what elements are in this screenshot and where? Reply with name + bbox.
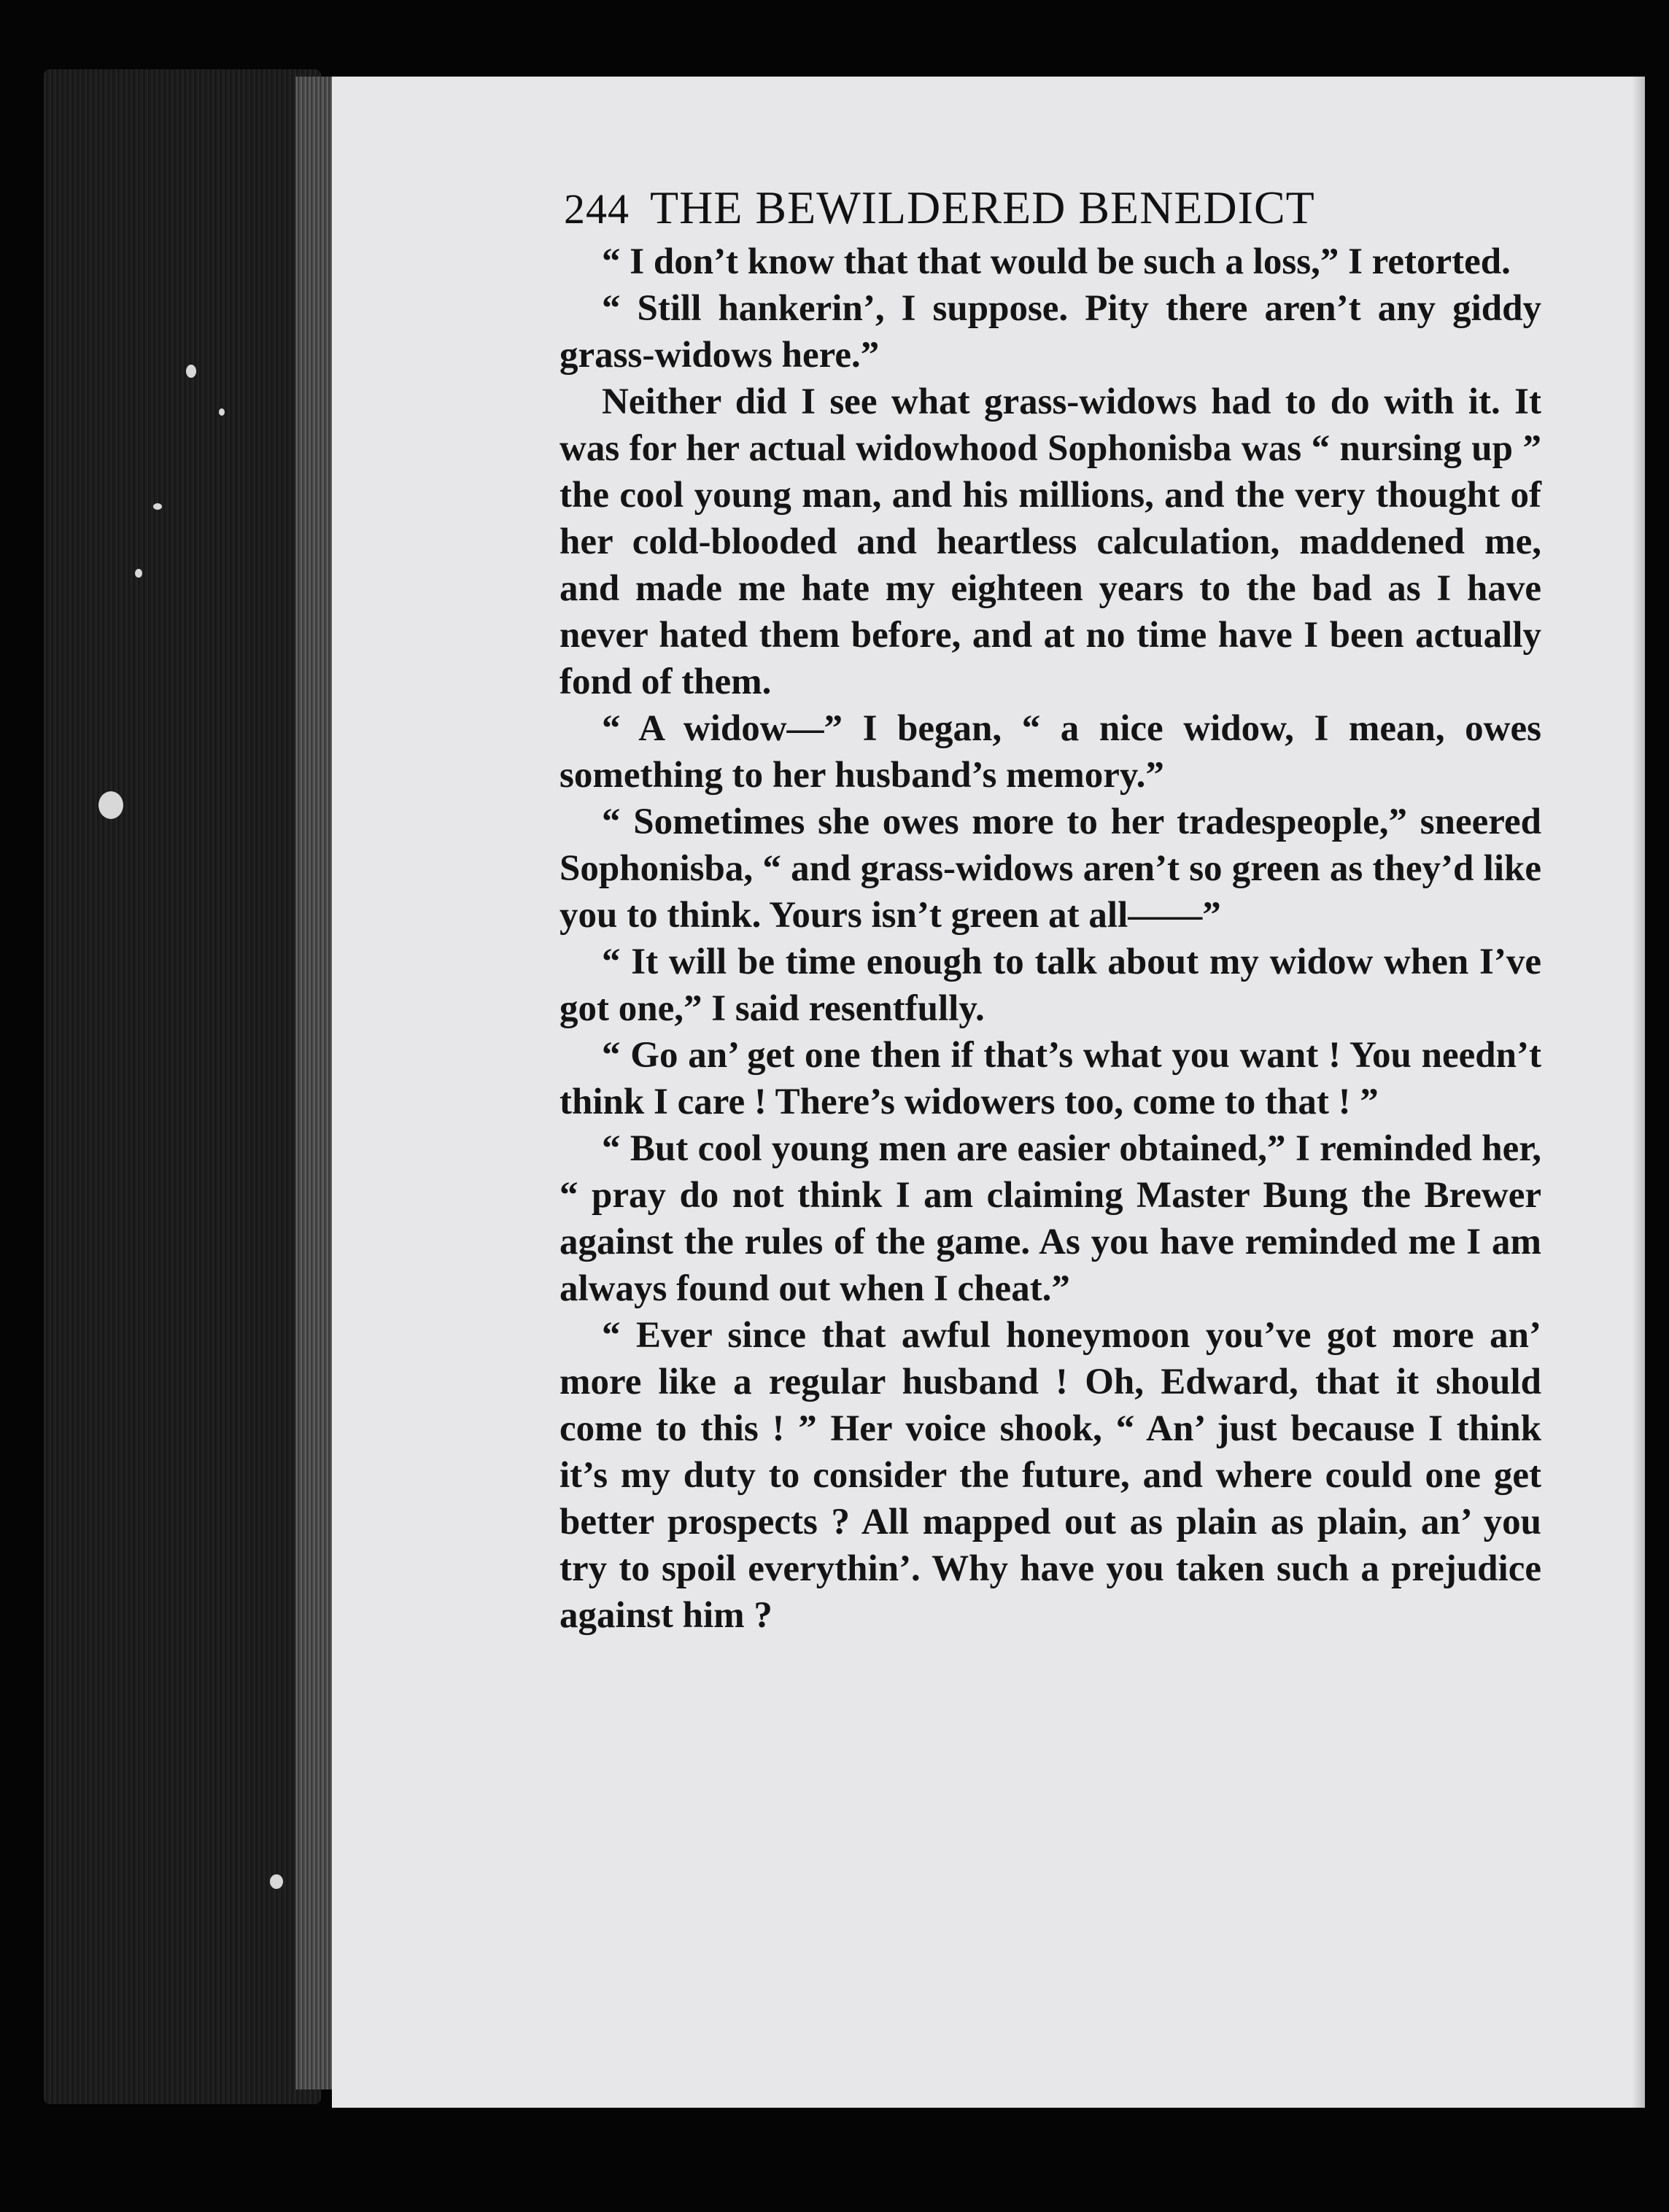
paragraph: “ A widow—” I began, “ a nice widow, I mean, owes something to her husband’s memory.” [559, 708, 1541, 796]
dust-speck [186, 365, 196, 378]
book-spine [44, 69, 321, 2104]
paragraph: “ Go an’ get one then if that’s what you want ! You needn’t think I care ! There’s widowers too, come to that ! ” [559, 1035, 1541, 1122]
paragraph: “ But cool young men are easier obtained,” I reminded her, “ pray do not think I am claiming Master Bung the Brewer against the rules of the game. As you have reminded me I am always found out when I cheat.” [559, 1128, 1541, 1309]
body-text [559, 238, 1541, 1639]
dust-speck [219, 408, 225, 416]
paragraph: “ It will be time enough to talk about my widow when I’ve got one,” I said resentfully. [559, 942, 1541, 1029]
dust-speck [135, 569, 142, 578]
paragraph: “ Sometimes she owes more to her tradespeople,” sneered Sophonisba, “ and grass-widows aren’t so green as they’d like you to think. Yours isn’t green at all——” [559, 802, 1541, 936]
paragraph: “ Ever since that awful honeymoon you’ve got more an’ more like a regular husband ! Oh, Edward, that it should come to this ! ” Her voice shook, “ An’ just because I think it’s my duty to consider the future, and where could one get better prospects ? All mapped out as plain as plain, an’ you try to spoil everythin’. Why have you taken such a prejudice against him ? [559, 1315, 1541, 1636]
dust-speck [98, 791, 123, 819]
paragraph: Neither did I see what grass-widows had to do with it. It was for her actual widowhood Sophonisba was “ nursing up ” the cool young man, and his millions, and the very thought of her cold-blooded and heartless calculation, maddened me, and made me hate my eighteen years to the bad as I have never hated them before, and at no time have I been actually fond of them. [559, 381, 1541, 702]
book-title: THE BEWILDERED BENEDICT [650, 182, 1315, 233]
book-page [332, 77, 1645, 2108]
paragraph: “ I don’t know that that would be such a loss,” I retorted. [602, 241, 1511, 282]
paragraph: “ Still hankerin’, I suppose. Pity there aren’t any giddy grass-widows here.” [559, 288, 1541, 376]
dust-speck [270, 1874, 283, 1889]
dust-speck [153, 503, 162, 510]
running-head [564, 181, 1636, 235]
page-shadow [1632, 77, 1645, 2108]
page-number: 244 [564, 185, 630, 233]
